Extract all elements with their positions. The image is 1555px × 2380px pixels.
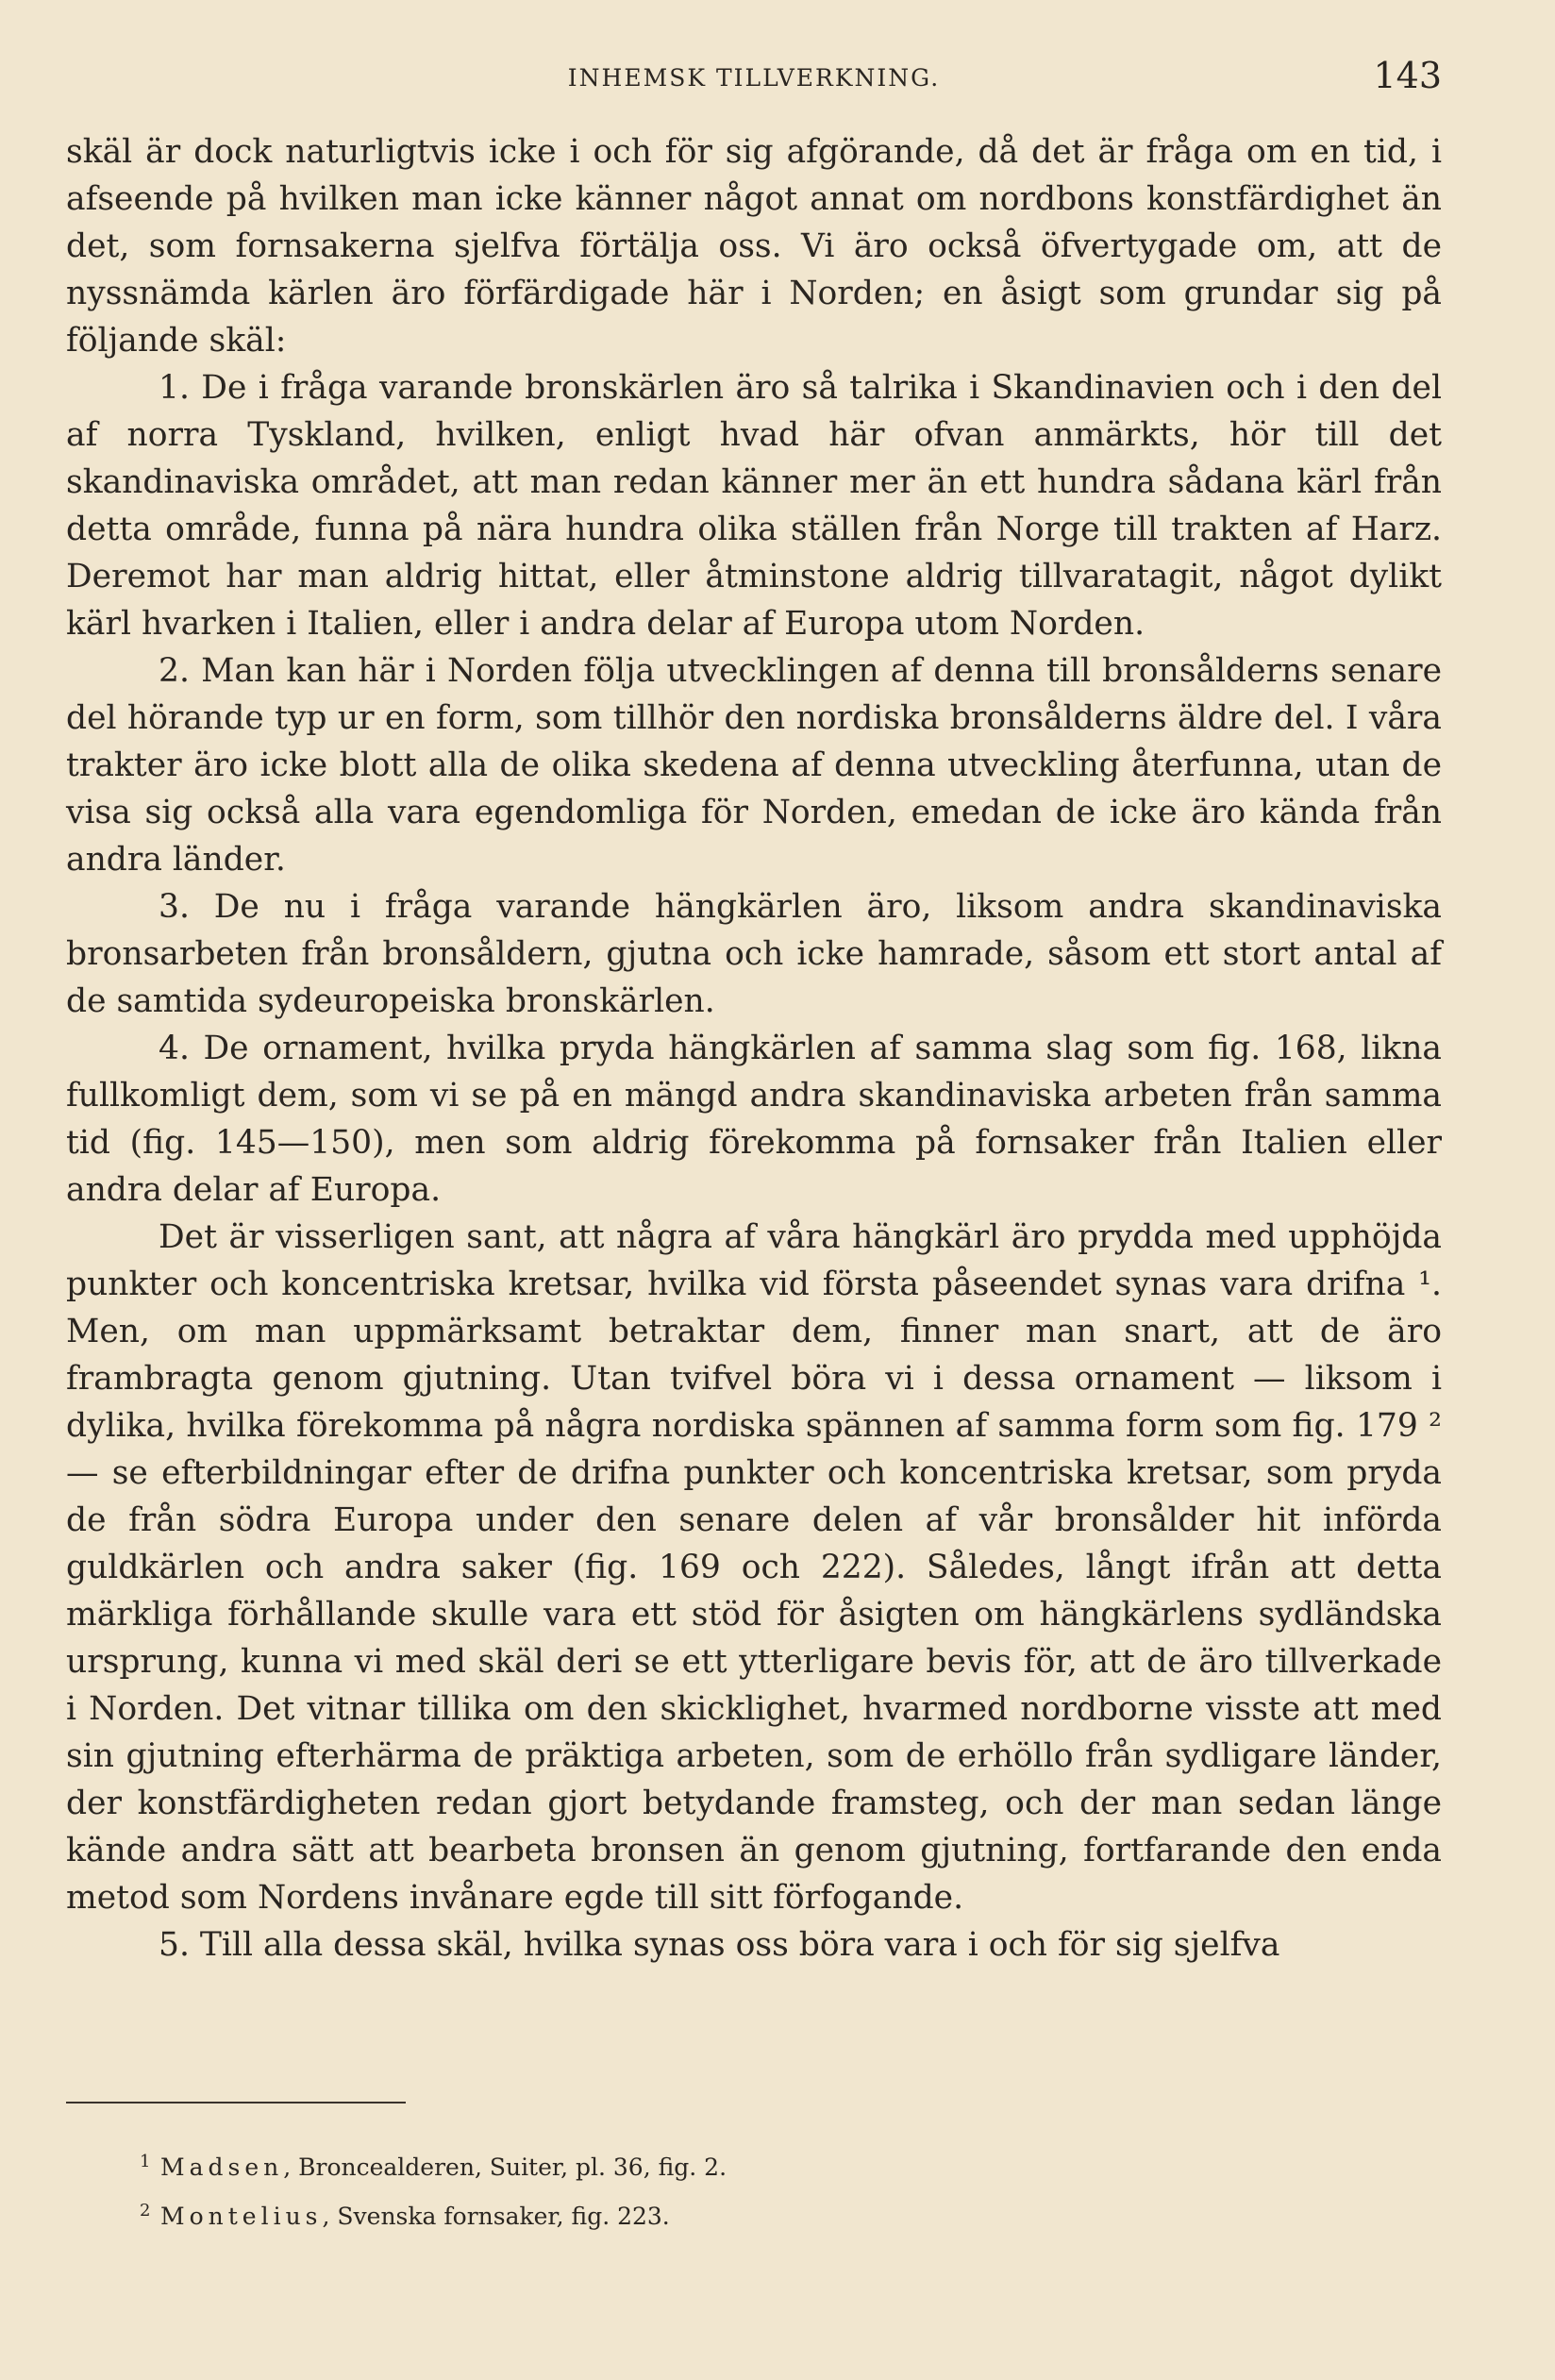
body-text: [66, 128, 1442, 1969]
footnote-author: Madsen: [160, 2154, 284, 2181]
footnote-text: , Broncealderen, Suiter, pl. 36, fig. 2.: [283, 2154, 727, 2181]
paragraph-reason-5: 5. Till alla dessa skäl, hvilka synas oss böra vara i och för sig sjelfva: [159, 1926, 1280, 1964]
page-number: 143: [1373, 55, 1442, 96]
footnotes: [140, 2140, 1387, 2238]
running-head: INHEMSK TILLVERKNING.: [567, 64, 941, 92]
footnote-text: , Svenska fornsaker, fig. 223.: [322, 2203, 670, 2230]
paragraph-ornament-discussion: Det är visserligen sant, att några af våra hängkärl äro prydda med upphöjda punkter och koncentriska kretsar, hvilka vid första påseendet synas vara drifna ¹. Men, om man uppmärksamt betraktar dem, finner man snart, att de äro frambragta genom gjutning. Utan tvifvel böra vi i dessa ornament — liksom i dylika, hvilka förekomma på några nordiska spännen af samma form som fig. 179 ² — se efterbildningar efter de drifna punkter och koncentriska kretsar, som pryda de från södra Europa under den senare delen af vår bronsålder hit införda guldkärlen och andra saker (fig. 169 och 222). Således, långt ifrån att detta märkliga förhållande skulle vara ett stöd för åsigten om hängkärlens sydländska ursprung, kunna vi med skäl deri se ett ytterligare bevis för, att de äro tillverkade i Norden. Det vitnar tillika om den skicklighet, hvarmed nordborne visste att med sin gjutning efterhärma de präktiga arbeten, som de erhöllo från sydligare länder, der konstfärdigheten redan gjort betydande framsteg, och der man sedan länge kände andra sätt att bearbeta bronsen än genom gjutning, fortfarande den enda metod som Nordens invånare egde till sitt förfogande.: [66, 1218, 1442, 1917]
paragraph-reason-4: 4. De ornament, hvilka pryda hängkärlen af samma slag som fig. 168, likna fullkomligt dem, som vi se på en mängd andra skandinaviska arbeten från samma tid (fig. 145—150), men som aldrig förekomma på fornsaker från Italien eller andra delar af Europa.: [66, 1030, 1442, 1209]
footnote-divider: [66, 2102, 406, 2103]
footnote-number: 1: [140, 2152, 151, 2171]
paragraph-reason-1: 1. De i fråga varande bronskärlen äro så talrika i Skandinavien och i den del af norra Tyskland, hvilken, enligt hvad här ofvan anmärkts, hör till det skandinaviska området, att man redan känner mer än ett hundra sådana kärl från detta område, funna på nära hundra olika ställen från Norge till trakten af Harz. Deremot har man aldrig hittat, eller åtminstone aldrig tillvaratagit, något dylikt kärl hvarken i Italien, eller i andra delar af Europa utom Norden.: [66, 369, 1442, 643]
page-header: [66, 55, 1442, 102]
footnote-1: [140, 2140, 1387, 2189]
paragraph-intro: skäl är dock naturligtvis icke i och för sig afgörande, då det är fråga om en tid, i afseende på hvilken man icke känner något annat om nordbons konstfärdighet än det, som fornsakerna sjelfva förtälja oss. Vi äro också öfvertygade om, att de nyssnämda kärlen äro förfärdigade här i Norden; en åsigt som grundar sig på följande skäl:: [66, 133, 1442, 360]
footnote-number: 2: [140, 2201, 151, 2221]
paragraph-reason-3: 3. De nu i fråga varande hängkärlen äro, liksom andra skandinaviska bronsarbeten från bronsåldern, gjutna och icke hamrade, såsom ett stort antal af de samtida sydeuropeiska bronskärlen.: [66, 888, 1442, 1020]
paragraph-reason-2: 2. Man kan här i Norden följa utvecklingen af denna till bronsålderns senare del hörande typ ur en form, som tillhör den nordiska bronsålderns äldre del. I våra trakter äro icke blott alla de olika skedena af denna utveckling återfunna, utan de visa sig också alla vara egendomliga för Norden, emedan de icke äro kända från andra länder.: [66, 652, 1442, 879]
footnote-2: [140, 2189, 1387, 2238]
footnote-author: Montelius: [160, 2203, 323, 2230]
